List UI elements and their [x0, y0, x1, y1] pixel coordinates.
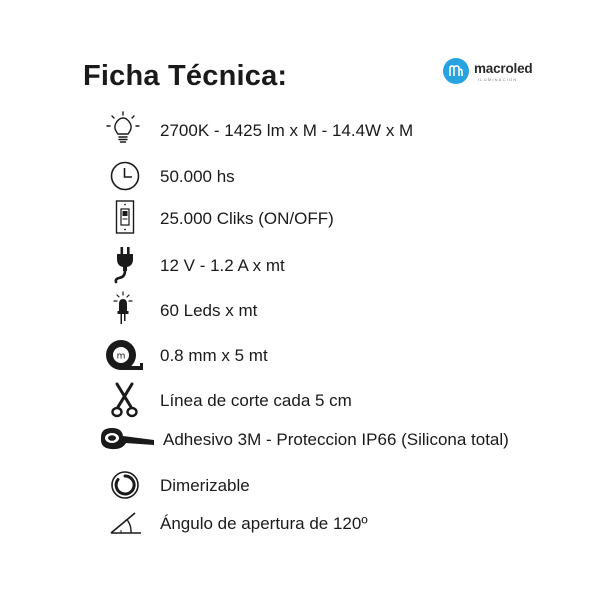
spec-row-angle	[0, 503, 600, 543]
spec-row-adhesive	[0, 423, 600, 463]
dimmer-icon	[105, 465, 145, 505]
spec-row-lifetime	[0, 156, 600, 196]
angle-icon	[105, 503, 145, 543]
spec-text: 60 Leds x mt	[160, 301, 258, 320]
spec-text: Dimerizable	[160, 476, 250, 495]
brand-name: macroled	[474, 61, 533, 76]
light-bulb-icon	[103, 110, 143, 150]
spec-text: Línea de corte cada 5 cm	[160, 391, 352, 410]
scissors-icon	[105, 380, 145, 420]
page-title: Ficha Técnica:	[83, 60, 288, 92]
spec-text: 50.000 hs	[160, 167, 235, 186]
adhesive-tape-icon	[98, 423, 158, 463]
spec-text: 0.8 mm x 5 mt	[160, 346, 268, 365]
brand-logo	[443, 58, 563, 88]
spec-row-power	[0, 245, 600, 285]
spec-text: Ángulo de apertura de 120º	[160, 514, 368, 533]
power-plug-icon	[105, 245, 145, 285]
switch-icon	[105, 198, 145, 238]
clock-icon	[105, 156, 145, 196]
spec-row-dimmer	[0, 465, 600, 505]
spec-text: Adhesivo 3M - Proteccion IP66 (Silicona total)	[163, 430, 509, 449]
led-icon	[105, 290, 145, 330]
brand-subtitle: ILUMINACION	[478, 77, 518, 82]
macroled-logo-icon	[443, 58, 469, 84]
svg-text:m: m	[116, 351, 126, 362]
spec-text: 2700K - 1425 lm x M - 14.4W x M	[160, 121, 414, 140]
spec-text: 12 V - 1.2 A x mt	[160, 256, 285, 275]
spec-row-leds	[0, 290, 600, 330]
spec-row-cycles	[0, 198, 600, 238]
tape-measure-icon	[101, 335, 141, 375]
spec-row-temperature	[0, 110, 600, 150]
spec-row-dimensions	[0, 335, 600, 375]
spec-text: 25.000 Cliks (ON/OFF)	[160, 209, 334, 228]
spec-row-cut	[0, 380, 600, 420]
